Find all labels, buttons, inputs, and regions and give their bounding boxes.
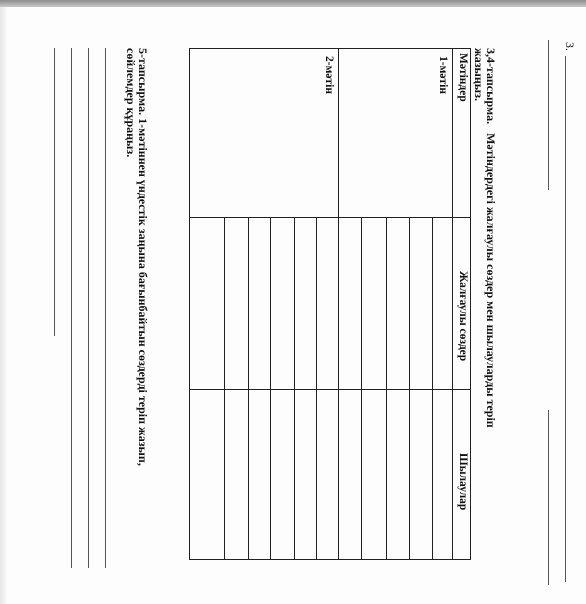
- header-words-with-endings: Жалғаулы сөздер: [457, 271, 469, 362]
- table-row-divider: [338, 49, 339, 559]
- task-5-title: 5-тапсырма.: [136, 48, 150, 116]
- task-34-instruction: Мәтіндердегі жалғаулы сөздер мен шылауларды теріп: [484, 133, 498, 428]
- table-line: [248, 217, 249, 559]
- table-column-divider: [190, 217, 470, 218]
- task-5-instruction: 1-мәтіннен үндестік заңына бағынбайтын сөздерді теріп жазып,: [136, 118, 150, 466]
- row-text-1: 1-мәтін: [437, 56, 449, 94]
- answer-line: [54, 48, 55, 336]
- table-line: [294, 217, 295, 559]
- answer-line: [88, 48, 89, 568]
- table-line: [270, 217, 271, 559]
- answer-line: [548, 40, 549, 190]
- task-5-instruction-line2: сөйлемдер құраңыз.: [124, 48, 138, 158]
- table-line: [316, 217, 317, 559]
- table-line: [409, 217, 410, 559]
- header-texts: Мәтіндер: [457, 53, 469, 102]
- word-table: [189, 48, 471, 560]
- table-line: [224, 217, 225, 559]
- answer-line: [548, 410, 549, 585]
- answer-line: [105, 48, 106, 568]
- answer-line: [565, 56, 566, 582]
- task-34-instruction-line2: жазыңыз.: [472, 48, 486, 101]
- item-3-number: 3.: [563, 42, 577, 51]
- table-line: [386, 217, 387, 559]
- table-line: [432, 217, 433, 559]
- table-header-divider: [452, 49, 453, 559]
- task-34-heading: [483, 48, 498, 428]
- header-particles: Шылаулар: [457, 453, 469, 511]
- answer-line: [71, 48, 72, 568]
- table-line: [361, 217, 362, 559]
- row-text-2: 2-мәтін: [323, 56, 335, 94]
- task-34-title: 3,4-тапсырма.: [484, 48, 498, 125]
- table-column-divider: [190, 389, 470, 390]
